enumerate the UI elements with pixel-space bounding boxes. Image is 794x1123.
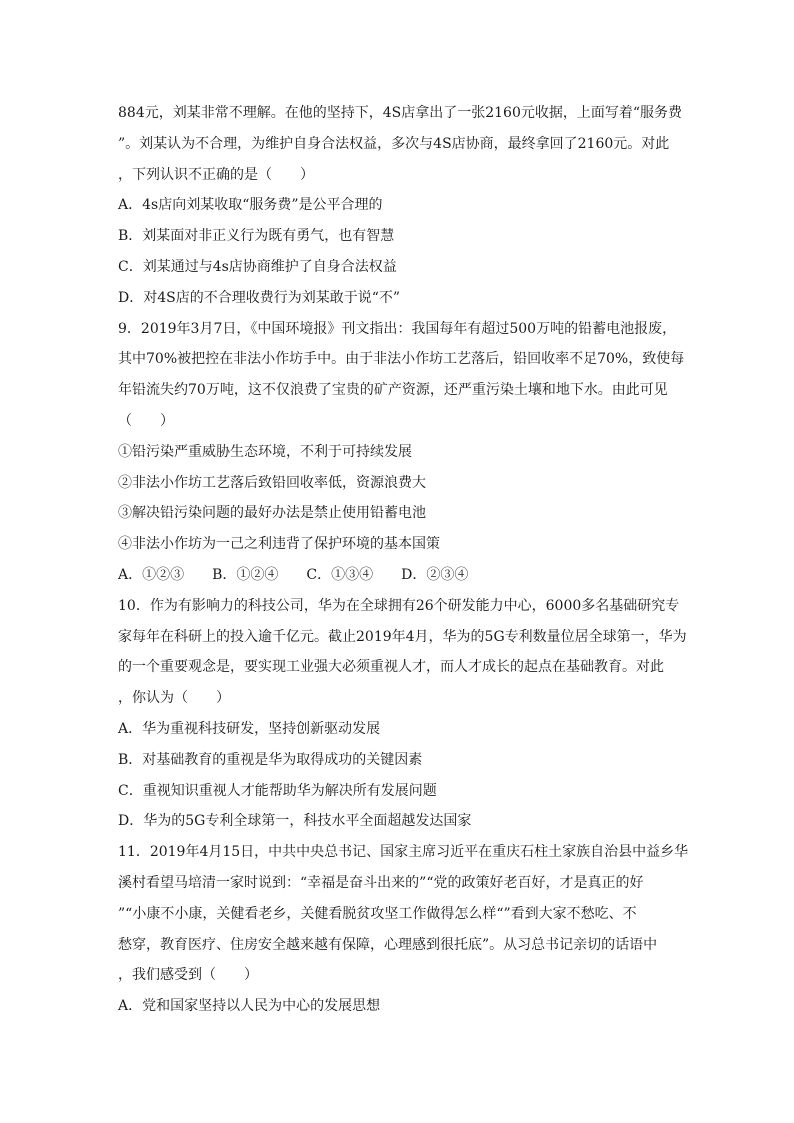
statement-2: ②非法小作坊工艺落后致铅回收率低，资源浪费大 [118,474,426,491]
question-stem-line: ，你认为（ ） [118,690,230,707]
question-9-line: 9．2019年3月7日，《中国环境报》刊文指出：我国每年有超过500万吨的铅蓄电池报废， [118,320,677,337]
text-line: 其中70%被把控在非法小作坊手中。由于非法小作坊工艺落后，铅回收率不足70%，致使每 [118,351,685,368]
text-line: ”。刘某认为不合理，为维护自身合法权益，多次与4S店协商，最终拿回了2160元。对此 [118,135,670,152]
option-c: C．刘某通过与4s店协商维护了自身合法权益 [118,258,397,275]
answer-blank: （ ） [118,412,174,429]
question-10-line: 10．作为有影响力的科技公司，华为在全球拥有26个研发能力中心，6000多名基础研究专 [118,597,680,614]
document-body [118,98,689,1022]
statement-1: ①铅污染严重威胁生态环境，不利于可持续发展 [118,443,412,460]
option-b: B．刘某面对非正义行为既有勇气，也有智慧 [118,228,395,245]
text-line: 家每年在科研上的投入逾千亿元。截止2019年4月，华为的5G专利数量位居全球第一，华为 [118,628,687,645]
question-stem-line: ，我们感受到（ ） [118,967,258,984]
text-line: 884元，刘某非常不理解。在他的坚持下，4S店拿出了一张2160元收据，上面写着“服务费 [118,105,683,121]
text-line: 溪村看望马培清一家时说到：“幸福是奋斗出来的”“党的政策好老百好，才是真正的好 [118,874,644,891]
text-line: 年铅流失约70万吨，这不仅浪费了宝贵的矿产资源，还严重污染土壤和地下水。由此可见 [118,382,668,399]
option-b: B．对基础教育的重视是华为取得成功的关键因素 [118,751,423,768]
statement-3: ③解决铅污染问题的最好办法是禁止使用铅蓄电池 [118,505,426,522]
option-a: A．4s店向刘某收取“服务费”是公平合理的 [118,197,383,214]
option-a: A．华为重视科技研发，坚持创新驱动发展 [118,720,381,737]
text-line: 愁穿，教育医疗、住房安全越来越有保障，心理感到很托底”。从习总书记亲切的话语中 [118,936,658,953]
question-stem-line: ，下列认识不正确的是（ ） [118,166,314,183]
choice-row: A．①②③ B．①②④ C．①③④ D．②③④ [118,566,469,583]
text-line: 的一个重要观念是，要实现工业强大必须重视人才，而人才成长的起点在基础教育。对此 [118,659,664,676]
option-a: A．党和国家坚持以人民为中心的发展思想 [118,998,381,1015]
option-c: C．重视知识重视人才能帮助华为解决所有发展问题 [118,782,437,799]
option-d: D．对4S店的不合理收费行为刘某敢于说“不” [118,289,401,306]
text-line: ”“小康不小康，关健看老乡，关健看脱贫攻坚工作做得怎么样“”看到大家不愁吃、不 [118,905,637,922]
option-d: D．华为的5G专利全球第一，科技水平全面超越发达国家 [118,813,472,830]
statement-4: ④非法小作坊为一己之利违背了保护环境的基本国策 [118,536,440,553]
question-11-line: 11．2019年4月15日，中共中央总书记、国家主席习近平在重庆石柱土家族自治县中益乡华 [118,844,689,861]
